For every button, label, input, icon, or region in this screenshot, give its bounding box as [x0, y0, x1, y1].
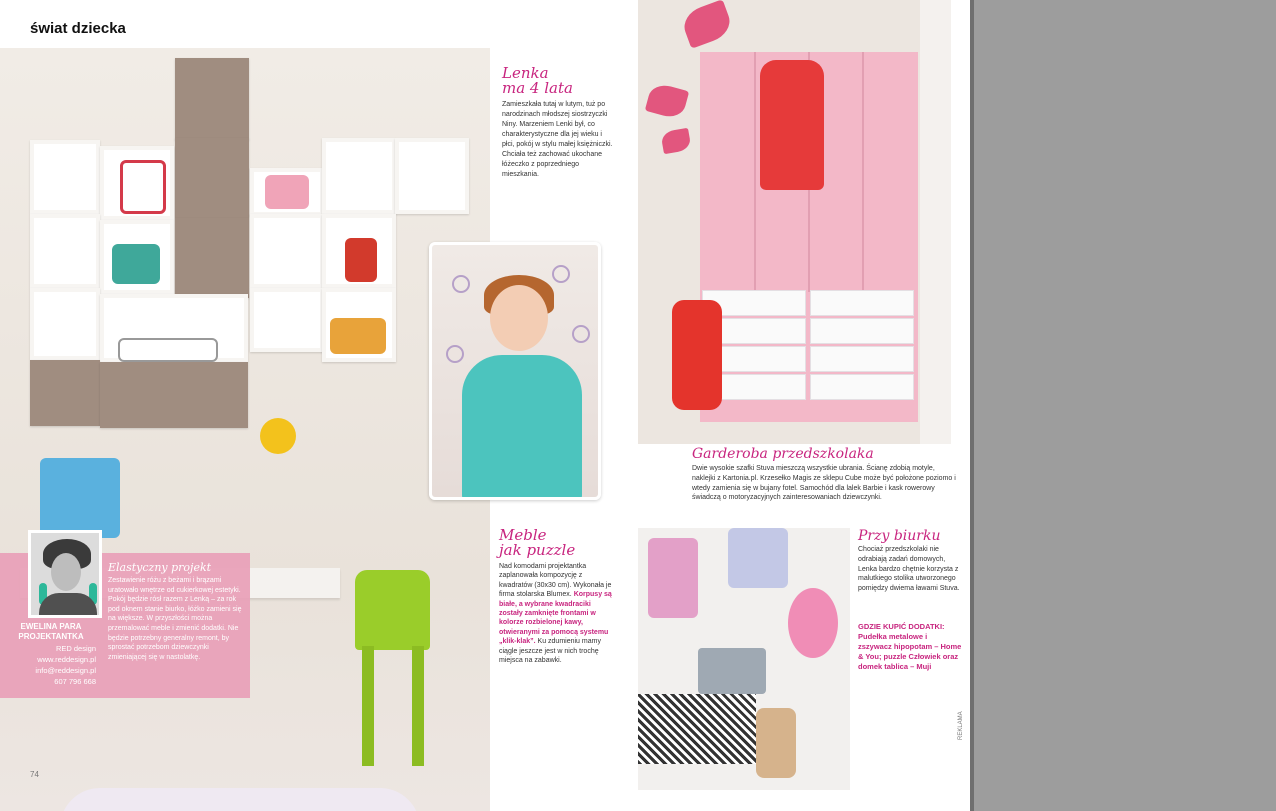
- wardrobe-door-edge: [754, 52, 756, 292]
- designer-box-heading: Elastyczny projekt: [108, 561, 212, 574]
- meble-heading-line2: jak puzzle: [499, 541, 576, 559]
- shelf-cube: [100, 362, 248, 428]
- meble-body-outro: Ku zdumieniu mamy ciągle jeszcze jest w nich trochę miejsca na zabawki.: [499, 638, 601, 665]
- chair-leg: [412, 646, 424, 766]
- meble-body-highlight: Korpusy są białe, a wybrane kwadraciki zostały zamknięte frontami w kolorze rozbielonej kawy, otwieranymi za pomocą systemu „klik-klak”.: [499, 591, 612, 646]
- portrait-body: [39, 593, 97, 618]
- paper-flower: [260, 418, 296, 454]
- shelf-cube: [30, 214, 100, 288]
- books: [330, 318, 386, 354]
- girl-photo: [429, 242, 601, 500]
- garderoba-heading: Garderoba przedszkolaka: [692, 446, 874, 462]
- butterfly-decal: [660, 128, 691, 155]
- wardrobe-drawer: [810, 374, 914, 400]
- wardrobe-drawer: [810, 346, 914, 372]
- framed-drawing: [120, 160, 166, 214]
- shelf-cube: [30, 360, 100, 426]
- shelf-cube: [175, 138, 249, 218]
- bunny-picture: [265, 175, 309, 209]
- toy-car: [118, 338, 218, 362]
- designer-email-link[interactable]: info@reddesign.pl: [35, 666, 96, 675]
- side-shelf: [920, 0, 951, 444]
- girl-face: [490, 285, 548, 351]
- background-area: [974, 0, 1276, 811]
- red-dress: [760, 60, 824, 190]
- desk-photo: [638, 528, 850, 790]
- biurko-body: Chociaż przedszkolaki nie odrabiają zadań domowych, Lenka bardzo chętnie korzysta z malutkiego stolika utworzonego pomiędzy dwiema ławami Stuva.: [858, 546, 960, 593]
- meble-body: [499, 562, 614, 665]
- designer-portrait: [28, 530, 102, 618]
- lenka-heading-line2: ma 4 lata: [502, 79, 573, 97]
- wall-flower: [446, 345, 464, 363]
- designer-phone: 607 796 668: [54, 677, 96, 686]
- shelf-cube: [250, 288, 324, 352]
- biurko-heading: Przy biurku: [858, 528, 941, 544]
- shelf-cube: [175, 218, 249, 298]
- meble-heading: [499, 528, 575, 558]
- designer-website-link[interactable]: www.reddesign.pl: [37, 655, 96, 664]
- designer-contact: [2, 643, 100, 687]
- elephant-picture: [112, 244, 160, 284]
- wardrobe-drawer: [810, 290, 914, 316]
- garderoba-body: Dwie wysokie szafki Stuva mieszczą wszystkie ubrania. Ścianę zdobią motyle, naklejki z Kartonia.pl. Krzesełko Magis ze sklepu Cube może być położone poziomo i wtedy zamienia się w bujany fotel. Samochód dla lalek Barbie i kask rowerowy świadczą o motoryzacyjnych zainteresowaniach dziewczynki.: [692, 465, 956, 502]
- wardrobe-door-edge: [862, 52, 864, 292]
- wall-flower: [452, 275, 470, 293]
- page-number: 74: [30, 770, 39, 779]
- ad-label: REKLAMA: [958, 711, 964, 740]
- designer-name-line2: PROJEKTANTKA: [18, 632, 84, 641]
- pink-doll: [788, 588, 838, 658]
- checkered-box: [638, 694, 756, 764]
- designer-company: RED design: [55, 644, 96, 653]
- shelf-cube: [395, 138, 469, 214]
- green-chair: [355, 570, 430, 650]
- shelf-cube: [30, 288, 100, 360]
- shelf-cube: [322, 138, 396, 214]
- designer-box-body: Zestawienie różu z beżami i brązami uratowało wnętrze od cukierkowej estetyki. Pokój będzie rósł razem z Lenką – za rok pod oknem stanie biurko, łóżko zamieni się na większe. W przyszłości można przemalować meble i zmienić dodatki. Nie będzie potrzebny generalny remont, by sprostać potrzebom dziewczynki zmieniającej się w nastolatkę.: [108, 577, 242, 661]
- shelf-cube: [175, 58, 249, 140]
- wooden-puzzle: [756, 708, 796, 778]
- section-title: świat dziecka: [30, 20, 126, 37]
- lenka-heading-line1: Lenka: [502, 64, 549, 82]
- wall-flower: [552, 265, 570, 283]
- shopping-info: GDZIE KUPIĆ DODATKI: Pudełka metalowe i zszywacz hipopotam – Home & You; puzzle Człowiek oraz domek tablica – Muji: [858, 622, 962, 671]
- wall-flower: [572, 325, 590, 343]
- lenka-heading: [502, 66, 573, 96]
- portrait-face: [51, 553, 81, 591]
- drawer-unit: [40, 458, 120, 538]
- butterfly-decal: [679, 0, 735, 49]
- metal-tin: [698, 648, 766, 694]
- shelf-cube: [250, 214, 324, 288]
- child-drawing: [728, 528, 788, 588]
- chair-leg: [362, 646, 374, 766]
- shelf-cube: [30, 140, 100, 214]
- meble-heading-line1: Meble: [499, 526, 547, 544]
- rug: [60, 788, 420, 811]
- wardrobe-drawer: [810, 318, 914, 344]
- lenka-body: Zamieszkała tutaj w lutym, tuż po narodzinach młodszej siostrzyczki Niny. Marzeniem Lenki był, co charakterystyczne dla jej wieku i płci, pokój w stylu małej księżniczki. Chciała też zachować ukochane łóżeczko z poprzedniego mieszkania.: [502, 101, 613, 178]
- child-drawing: [648, 538, 698, 618]
- red-chair: [672, 300, 722, 410]
- designer-name: [2, 622, 100, 642]
- wardrobe-photo: [638, 0, 951, 444]
- designer-name-line1: EWELINA PARA: [20, 622, 82, 631]
- butterfly-decal: [645, 82, 689, 121]
- doll-toy: [345, 238, 377, 282]
- girl-dress: [462, 355, 582, 500]
- meble-body-intro: Nad komodami projektantka zaplanowała kompozycję z kwadratów (30x30 cm). Wykonała je firma stolarska Blumex.: [499, 563, 612, 599]
